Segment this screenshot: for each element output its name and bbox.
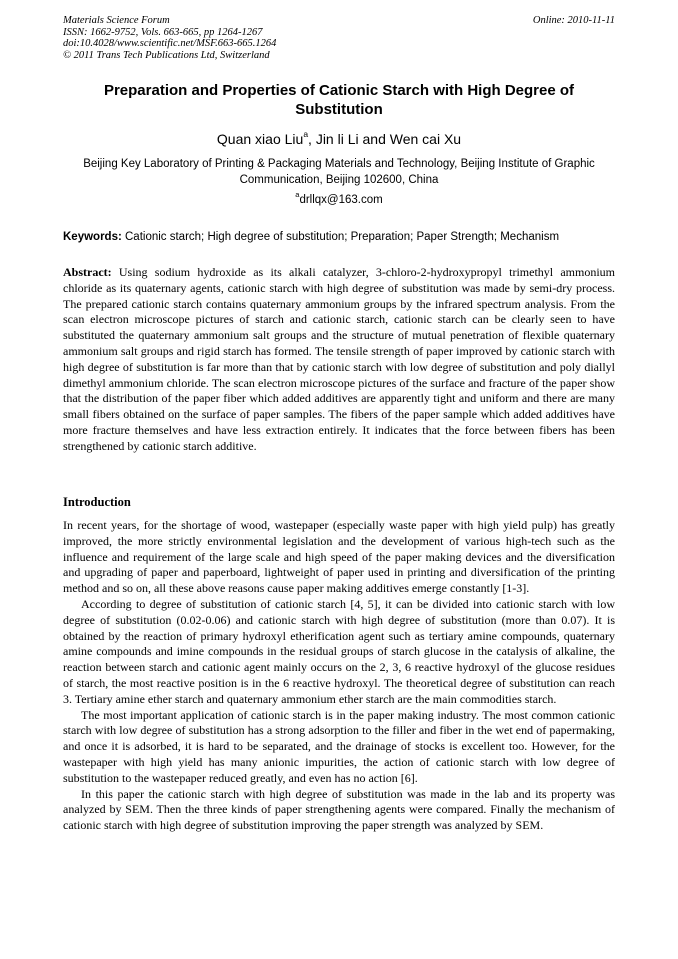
introduction-body — [63, 518, 615, 834]
author-email — [63, 190, 615, 208]
keywords — [63, 230, 623, 245]
affiliation: Beijing Key Laboratory of Printing & Packaging Materials and Technology, Beijing Institute of Graphic Communication, Beijing 102600, China — [83, 158, 595, 186]
author-list — [63, 130, 615, 148]
author-superscript: a — [303, 129, 309, 139]
other-authors: , Jin li Li and Wen cai Xu — [308, 131, 462, 147]
issn-line: ISSN: 1662-9752, Vols. 663-665, pp 1264-1267 — [63, 26, 263, 38]
keywords-text: Cationic starch; High degree of substitution; Preparation; Paper Strength; Mechanism — [121, 231, 560, 243]
email-address: drllqx@163.com — [299, 194, 383, 206]
intro-paragraph: In recent years, for the shortage of wood, wastepaper (especially waste paper with high yield pulp) has greatly improved, the more strictly environmental legislation and the development of various high-tech such as the influence and requirement of the large scale and high speed of the paper making devices and the diversification and upgrading of paper and paperboard, lightweight of paper used in printing and diversification of the printing method and so on, all these above reasons cause paper making additives emerge constantly [1-3]. — [63, 518, 615, 596]
intro-paragraph: In this paper the cationic starch with high degree of substitution was made in the lab and its property was analyzed by SEM. Then the three kinds of paper strengthening agents were compared. Finally the mechanism of cationic starch with high degree of substitution improving the paper strength was analyzed by SEM. — [63, 786, 615, 833]
journal-name: Materials Science Forum — [63, 15, 170, 26]
abstract-label: Abstract: — [63, 265, 112, 279]
keywords-label: Keywords: — [63, 231, 122, 243]
abstract-text: Using sodium hydroxide as its alkali catalyzer, 3-chloro-2-hydroxypropyl trimethyl ammonium chloride as its quaternary agents, cationic starch with high degree of substitution was made by semi-dry process. The prepared cationic starch contains quaternary ammonium groups by the infrared spectrum analysis. From the scan electron microscope pictures of starch and cationic starch, cationic starch can be clearly seen to have substituted the quaternary ammonium salt groups and the structure of mutual penetration of flexible quaternary ammonium salt groups and rigid starch has formed. The tensile strength of paper improved by cationic starch with high degree of substitution is far more than that by cationic starch with low degree of substitution and poly diallyl dimethyl ammonium chloride. The scan electron microscope pictures of the surface and fracture of the paper show that the distribution of the paper fiber which added additives are apparently tight and uniform and there are many small fibers obtained on the surface of paper samples. The fibers of the paper sample which added additives have more fracture themselves and have less extraction entirely. It indicates that the force between fibers has been strengthened by cationic starch additive. — [63, 265, 615, 453]
paper-title: Preparation and Properties of Cationic Starch with High Degree of Substitution — [103, 82, 575, 118]
doi-line: doi:10.4028/www.scientific.net/MSF.663-665.1264 — [63, 38, 277, 49]
intro-paragraph: The most important application of cationic starch is in the paper making industry. The most common cationic starch with low degree of substitution has a strong adsorption to the filler and fiber in the wet end of papermaking, and once it is adsorbed, it is hard to be separated, and the drainage of stocks is excellent too. However, for the wastepaper with high yield has many anionic impurities, the action of cationic starch with low degree of substitution to the wastepaper reduced greatly, and even has no action [6]. — [63, 707, 615, 785]
journal-header — [63, 15, 276, 61]
email-superscript: a — [295, 190, 300, 199]
introduction-heading: Introduction — [63, 495, 131, 509]
abstract — [63, 265, 615, 455]
first-author: Quan xiao Liu — [216, 131, 304, 147]
intro-paragraph: According to degree of substitution of cationic starch [4, 5], it can be divided into cationic starch with low degree of substitution (0.02-0.06) and cationic starch with high degree of substitution (more than 0.07). It is obtained by the reaction of primary hydroxyl etherification agent such as tertiary amine compounds, quaternary amine compounds and imine compounds in the residual groups of starch glucose in the catalysis of alkaline, the reaction between starch and cationic agent mainly occurs on the 2, 3, 6 reactive hydroxyl of the glucose residues of starch, the most reactive position is in the 6 reactive hydroxyl. The theoretical degree of substitution can reach 3. Tertiary amine ether starch and quaternary ammonium ether starch are the main commodities starch. — [63, 596, 615, 706]
online-date: Online: 2010-11-11 — [532, 15, 615, 26]
copyright-line: © 2011 Trans Tech Publications Ltd, Switzerland — [63, 49, 270, 61]
